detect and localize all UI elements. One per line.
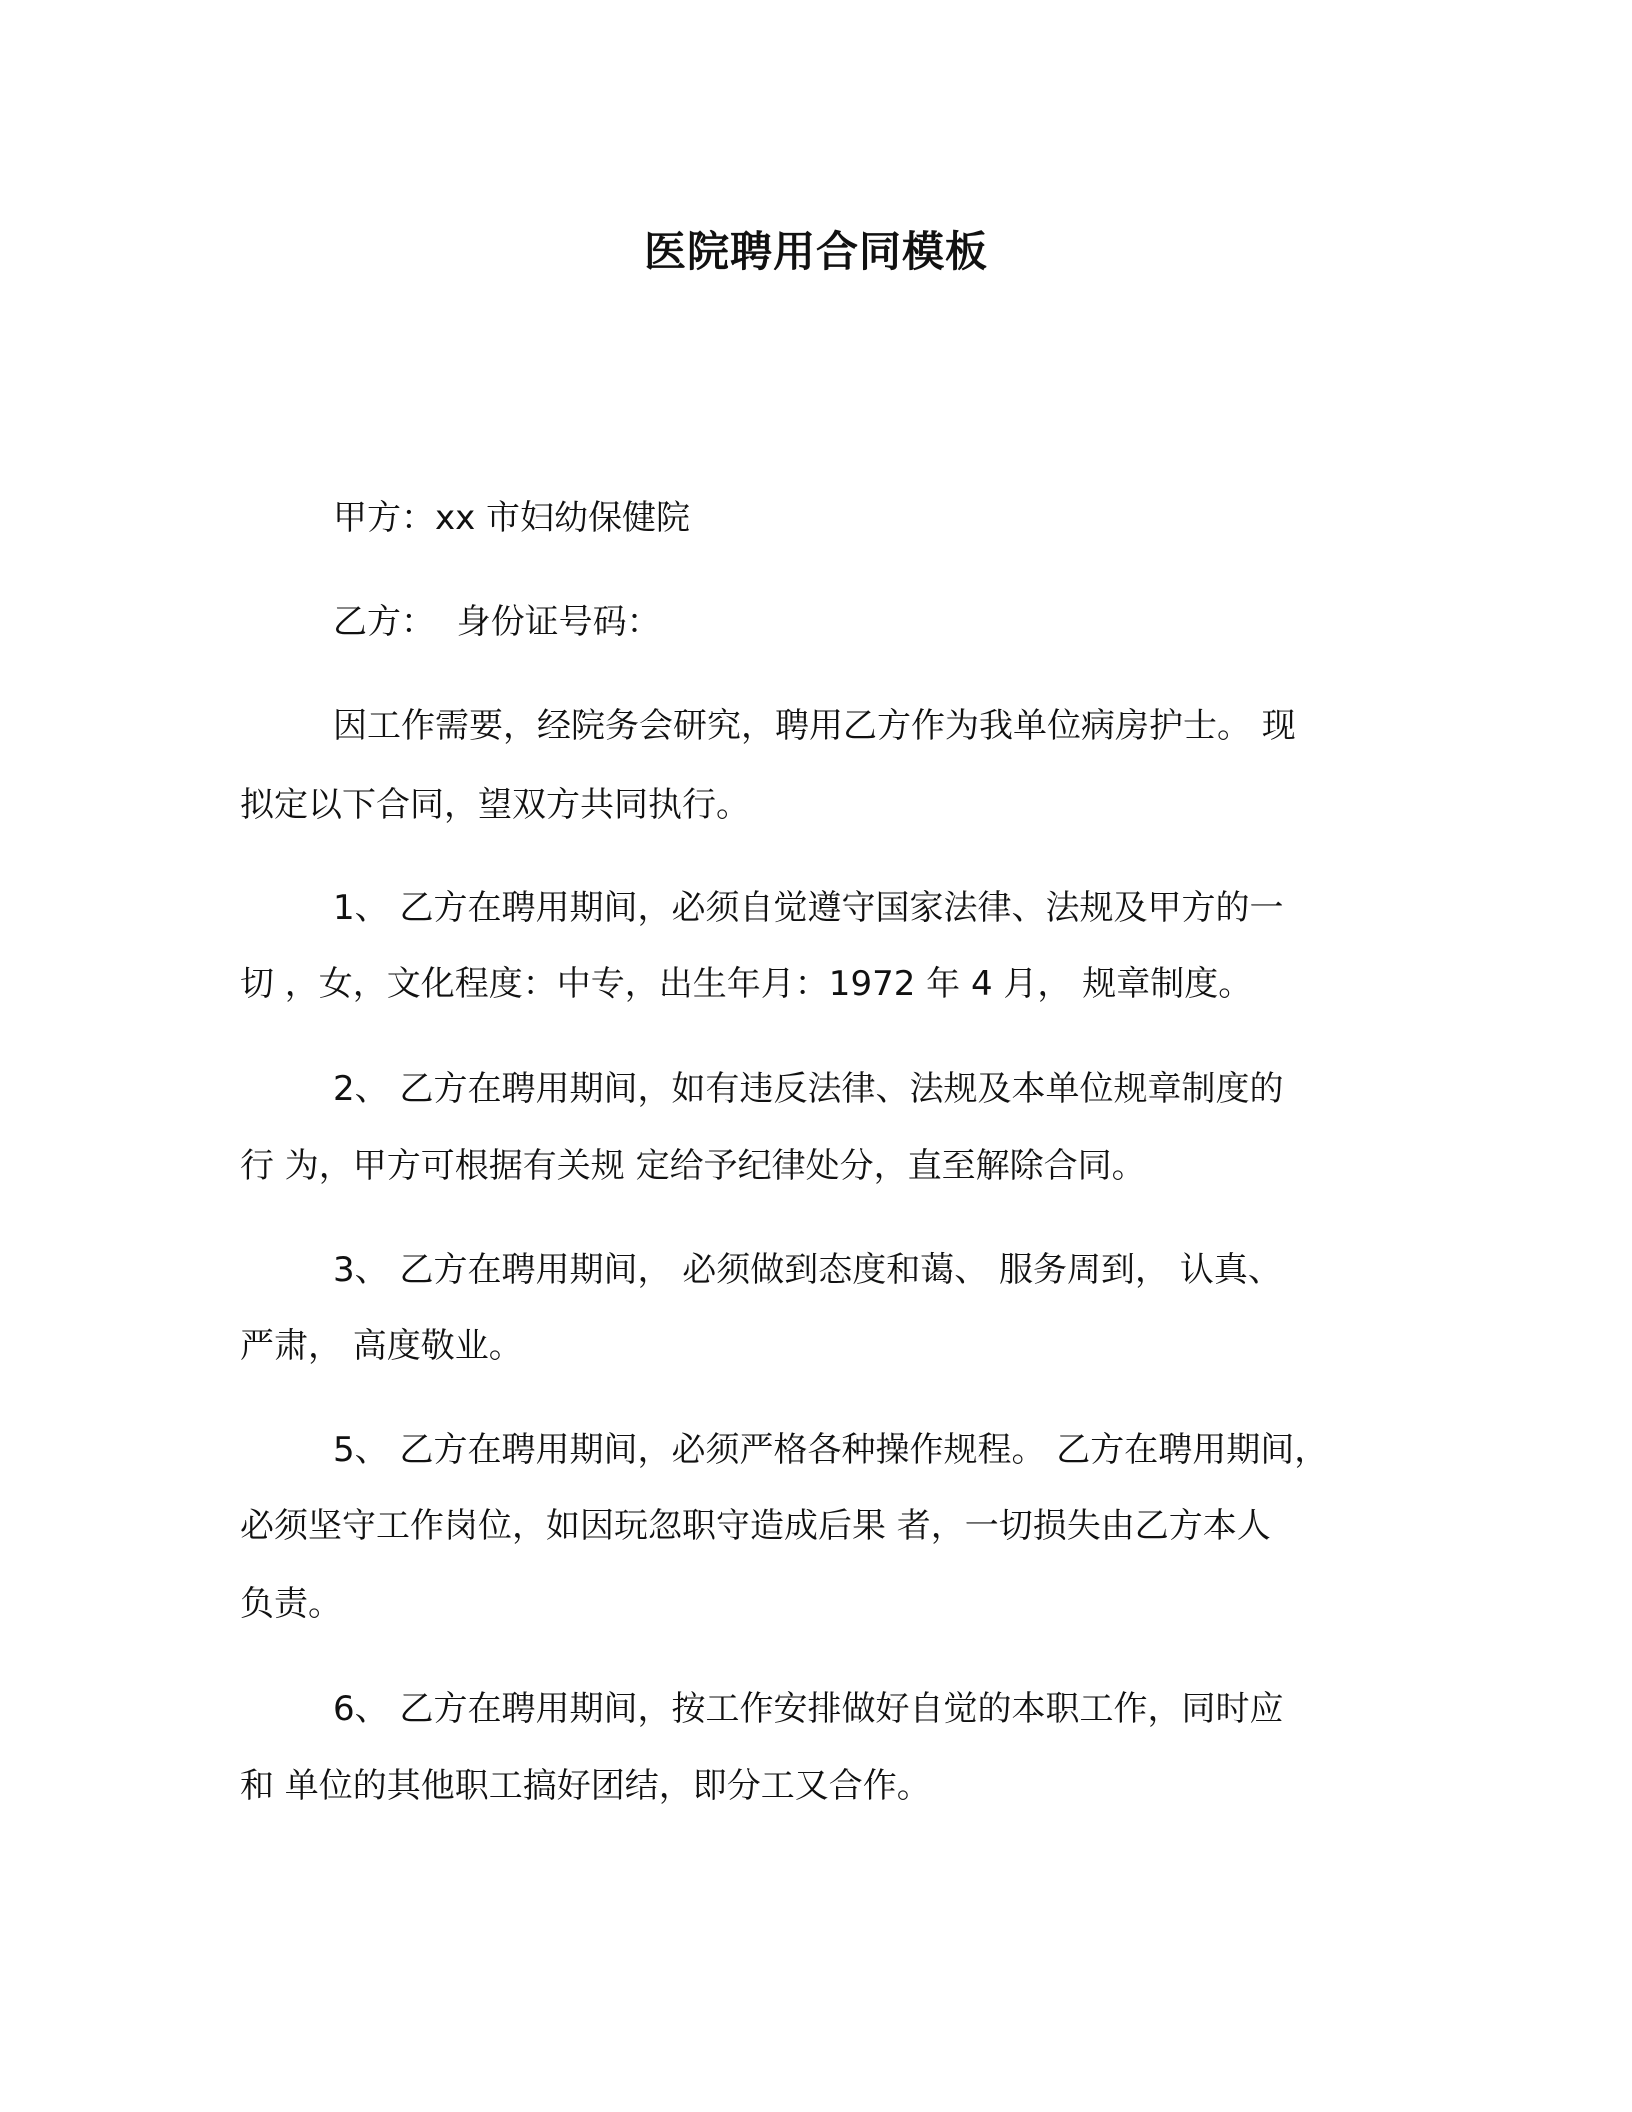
- clause-1-line-1: 1、 乙方在聘用期间，必须自觉遵守国家法律、法规及甲方的一: [333, 888, 1284, 928]
- clause-5-line-3: 负责。: [240, 1584, 342, 1624]
- clause-5-line-2: 必须坚守工作岗位，如因玩忽职守造成后果 者，一切损失由乙方本人: [240, 1506, 1271, 1546]
- intro-line-2: 拟定以下合同，望双方共同执行。: [240, 785, 750, 825]
- clause-3-line-2: 严肃， 高度敬业。: [240, 1326, 523, 1366]
- party-b-line: 乙方： 身份证号码：: [333, 602, 661, 642]
- intro-line-1: 因工作需要，经院务会研究，聘用乙方作为我单位病房护士。 现: [333, 706, 1296, 746]
- document-title: 医院聘用合同模板: [643, 227, 988, 276]
- clause-3-line-1: 3、 乙方在聘用期间， 必须做到态度和蔼、 服务周到， 认真、: [333, 1250, 1282, 1290]
- clause-1-line-2: 切 ，女，文化程度：中专，出生年月：1972 年 4 月， 规章制度。: [240, 964, 1253, 1004]
- party-a-line: 甲方：xx 市妇幼保健院: [333, 498, 691, 538]
- clause-5-line-1: 5、 乙方在聘用期间，必须严格各种操作规程。 乙方在聘用期间，: [333, 1430, 1329, 1470]
- clause-2-line-1: 2、 乙方在聘用期间，如有违反法律、法规及本单位规章制度的: [333, 1069, 1284, 1109]
- clause-6-line-1: 6、 乙方在聘用期间，按工作安排做好自觉的本职工作，同时应: [333, 1689, 1284, 1729]
- clause-6-line-2: 和 单位的其他职工搞好团结，即分工又合作。: [240, 1766, 931, 1806]
- clause-2-line-2: 行 为，甲方可根据有关规 定给予纪律处分，直至解除合同。: [240, 1146, 1146, 1186]
